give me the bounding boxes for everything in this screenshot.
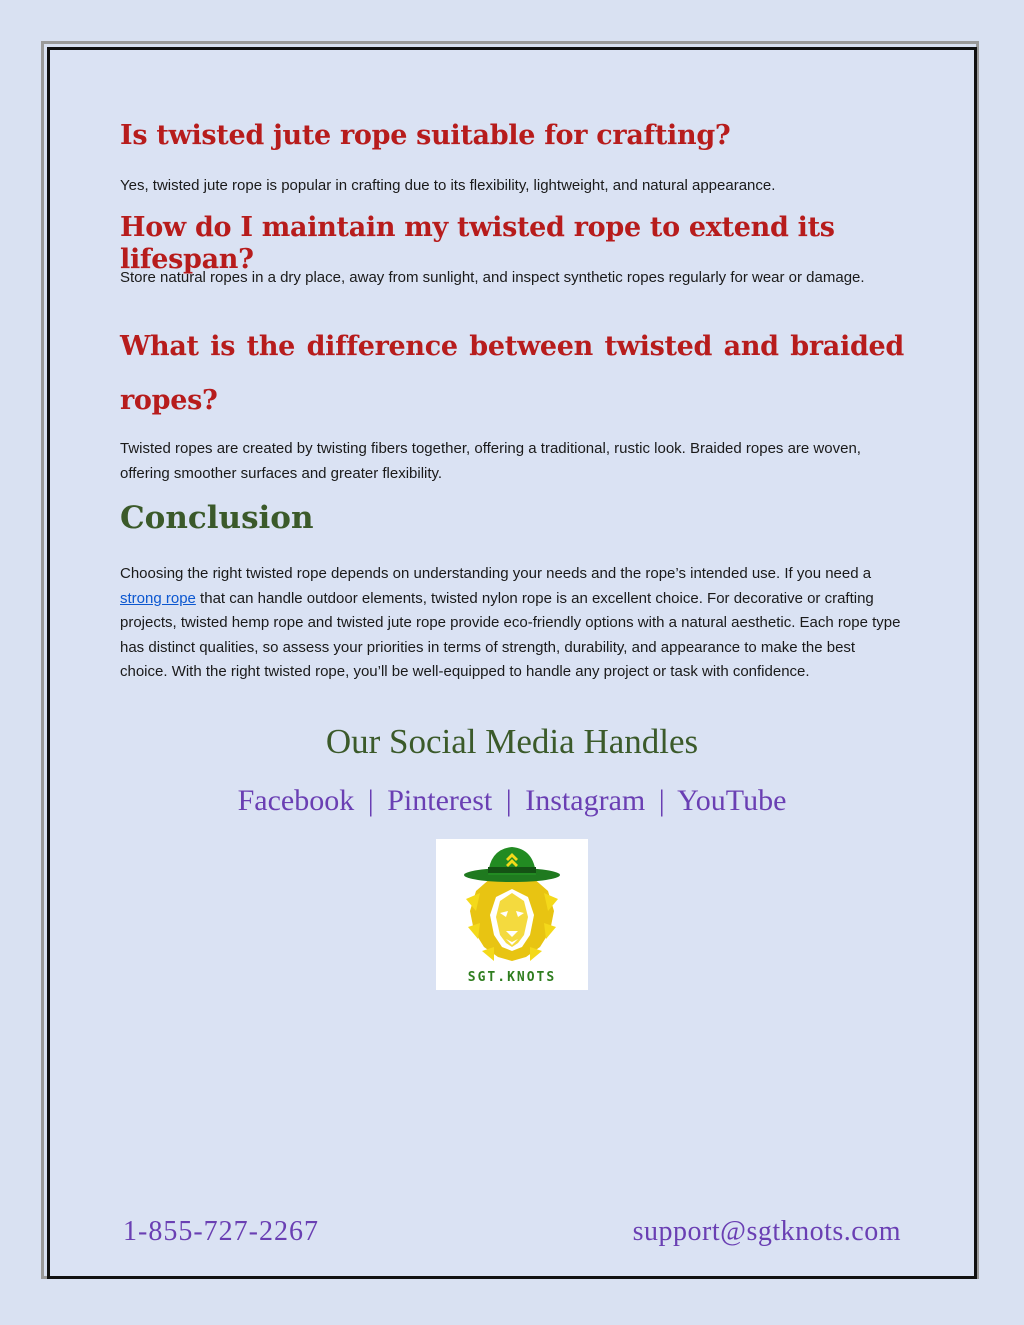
conclusion-paragraph — [120, 562, 904, 685]
separator: | — [367, 784, 374, 817]
conclusion-text-start: Choosing the right twisted rope depends on understanding your needs and the rope’s intended use. If you need a — [120, 565, 872, 582]
conclusion-heading: Conclusion — [120, 500, 314, 536]
strong-rope-link[interactable]: strong rope — [120, 589, 196, 607]
faq-answer-maintain-rope: Store natural ropes in a dry place, away from sunlight, and inspect synthetic ropes regularly for wear or damage. — [120, 269, 865, 286]
conclusion-text-end: that can handle outdoor elements, twisted nylon rope is an excellent choice. For decorative or crafting projects, twisted hemp rope and twisted jute rope provide eco-friendly options with a natural aesthetic. Each rope type has distinct qualities, so assess your priorities in terms of strength, durability, and appearance to make the best choice. With the right twisted rope, you’ll be well-equipped to handle any project or task with confidence. — [120, 589, 901, 680]
youtube-link[interactable]: YouTube — [677, 784, 787, 817]
separator: | — [505, 784, 512, 817]
separator: | — [658, 784, 665, 817]
faq-answer-twisted-vs-braided: Twisted ropes are created by twisting fibers together, offering a traditional, rustic look. Braided ropes are woven, offering smoother surfaces and greater flexibility. — [120, 440, 861, 482]
facebook-link[interactable]: Facebook — [237, 784, 355, 817]
instagram-link[interactable]: Instagram — [525, 784, 646, 817]
footer-email[interactable]: support@sgtknots.com — [632, 1216, 901, 1247]
social-media-links — [0, 784, 1024, 818]
lion-with-ranger-hat-logo-icon — [436, 839, 588, 990]
faq-question-jute-crafting: Is twisted jute rope suitable for crafting? — [120, 120, 731, 151]
footer-phone[interactable]: 1-855-727-2267 — [123, 1216, 319, 1247]
faq-question-maintain-rope: How do I maintain my twisted rope to extend its lifespan? — [120, 212, 835, 276]
social-media-title: Our Social Media Handles — [325, 722, 699, 761]
sgt-knots-logo — [436, 839, 588, 990]
pinterest-link[interactable]: Pinterest — [387, 784, 493, 817]
faq-answer-jute-crafting: Yes, twisted jute rope is popular in crafting due to its flexibility, lightweight, and natural appearance. — [120, 177, 776, 194]
faq-question-twisted-vs-braided: What is the difference between twisted and braided ropes? — [120, 331, 904, 416]
logo-wordmark: SGT.KNOTS — [467, 970, 557, 985]
